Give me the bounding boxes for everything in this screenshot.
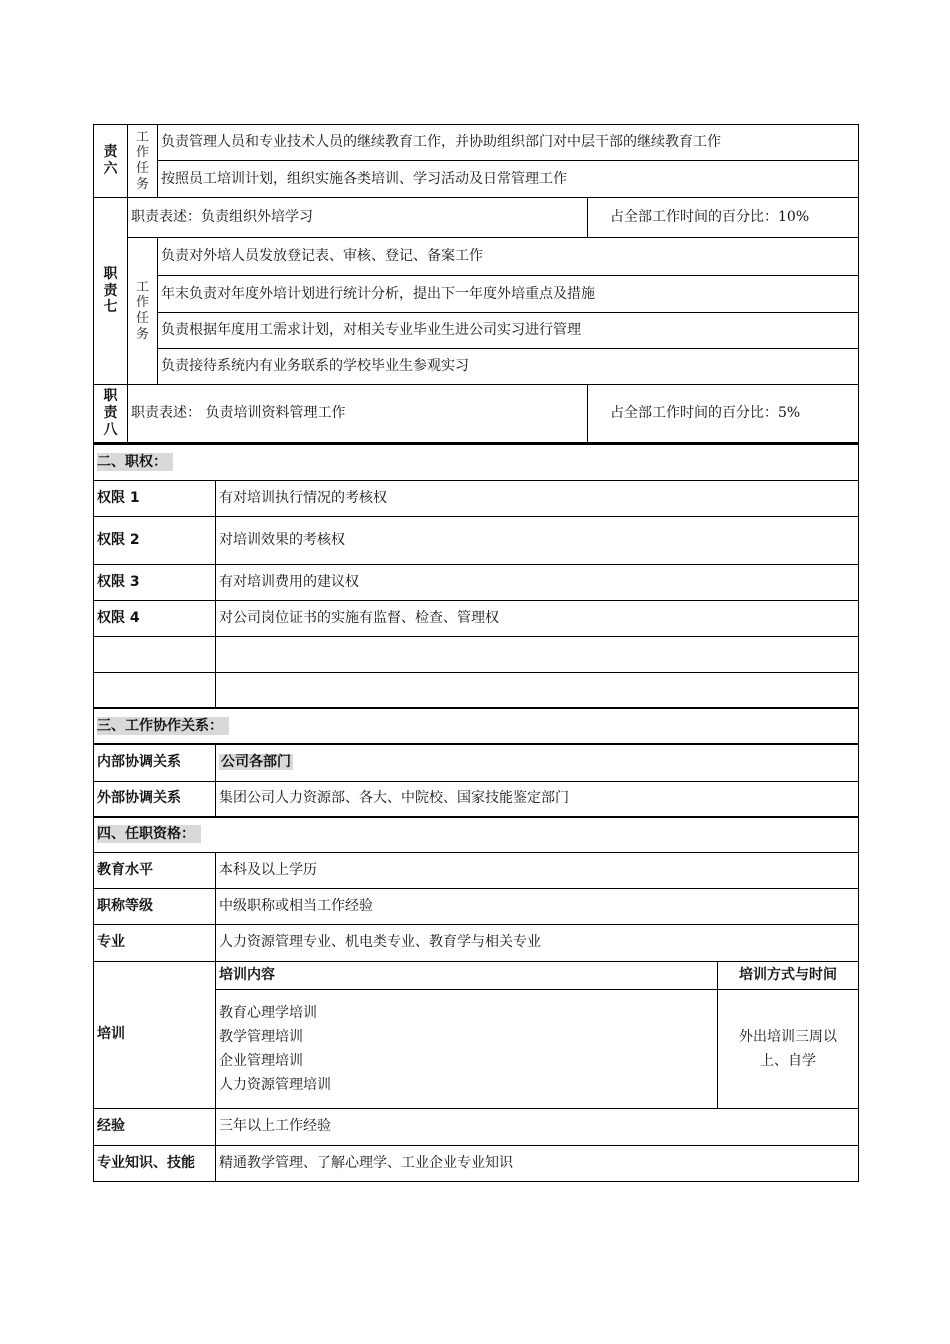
training-item: 人力资源管理培训 [219, 1076, 331, 1093]
authority-label: 权限 4 [94, 600, 216, 636]
authority-value: 有对培训费用的建议权 [216, 564, 859, 600]
skills-label: 专业知识、技能 [94, 1145, 216, 1181]
duty8-label-char: 职 [103, 388, 118, 405]
task-label-char: 工 [135, 279, 149, 295]
task-label-char: 作 [135, 145, 149, 161]
training-item: 教育心理学培训 [219, 1004, 317, 1021]
education-value: 本科及以上学历 [216, 852, 859, 888]
section-authority-heading [94, 444, 859, 480]
training-method-value: 外出培训三周以上、自学 [718, 989, 859, 1108]
duty7-task-2: 年末负责对年度外培计划进行统计分析，提出下一年度外培重点及措施 [158, 276, 859, 313]
education-label: 教育水平 [94, 852, 216, 888]
duty7-task-4: 负责接待系统内有业务联系的学校毕业生参观实习 [158, 349, 859, 385]
duty8-label [94, 385, 128, 443]
task-label-char: 务 [135, 326, 149, 342]
duty7-task-label [128, 238, 158, 385]
authority-label: 权限 3 [94, 564, 216, 600]
authority-value-empty [216, 636, 859, 672]
major-value: 人力资源管理专业、机电类专业、教育学与相关专业 [216, 924, 859, 961]
duty7-label [94, 198, 128, 385]
duty8-percent: 占全部工作时间的百分比：5% [588, 385, 859, 443]
training-content-header: 培训内容 [216, 961, 718, 989]
authority-label-empty [94, 672, 216, 708]
duty7-description: 职责表述：负责组织外培学习 [128, 198, 588, 238]
authority-value-empty [216, 672, 859, 708]
duty7-label-char: 职 [103, 265, 118, 282]
training-item: 企业管理培训 [219, 1052, 303, 1069]
job-description-sheet [93, 124, 858, 1182]
title-label: 职称等级 [94, 888, 216, 924]
external-coordination-label: 外部协调关系 [94, 781, 216, 817]
internal-coordination-text: 公司各部门 [221, 754, 291, 771]
title-value: 中级职称或相当工作经验 [216, 888, 859, 924]
duty7-task-1: 负责对外培人员发放登记表、审核、登记、备案工作 [158, 238, 859, 276]
section-qualification-heading [94, 817, 859, 852]
experience-label: 经验 [94, 1108, 216, 1145]
details-table [93, 443, 859, 1182]
external-coordination-value: 集团公司人力资源部、各大、中院校、国家技能鉴定部门 [216, 781, 859, 817]
duty8-description: 职责表述： 负责培训资料管理工作 [128, 385, 588, 443]
task-label-char: 任 [135, 311, 149, 326]
duty6-label [94, 125, 128, 198]
task-label-char: 务 [135, 176, 149, 192]
duty7-label-char: 责 [103, 282, 118, 299]
authority-value: 有对培训执行情况的考核权 [216, 480, 859, 516]
duty7-percent: 占全部工作时间的百分比：10% [588, 198, 859, 238]
duty7-label-char: 七 [103, 299, 118, 316]
section-heading-text: 三、工作协作关系： [97, 717, 229, 735]
authority-value: 对培训效果的考核权 [216, 516, 859, 564]
authority-label: 权限 2 [94, 516, 216, 564]
authority-label: 权限 1 [94, 480, 216, 516]
training-method-header: 培训方式与时间 [718, 961, 859, 989]
task-label-char: 工 [135, 129, 149, 145]
duty6-task-2: 按照员工培训计划，组织实施各类培训、学习活动及日常管理工作 [158, 161, 859, 198]
training-label: 培训 [94, 961, 216, 1108]
training-item: 教学管理培训 [219, 1028, 303, 1045]
section-heading-text: 二、职权： [97, 453, 173, 471]
duty8-label-char: 八 [103, 421, 118, 438]
duties-table [93, 124, 859, 443]
task-label-char: 任 [135, 161, 149, 176]
duty6-task-label [128, 125, 158, 198]
duty6-label-char: 六 [103, 161, 118, 177]
task-label-char: 作 [135, 295, 149, 311]
duty6-task-1: 负责管理人员和专业技术人员的继续教育工作，并协助组织部门对中层干部的继续教育工作 [158, 125, 859, 161]
major-label: 专业 [94, 924, 216, 961]
duty8-label-char: 责 [103, 405, 118, 422]
authority-value: 对公司岗位证书的实施有监督、检查、管理权 [216, 600, 859, 636]
authority-label-empty [94, 636, 216, 672]
internal-coordination-value [216, 744, 859, 781]
section-heading-text: 四、任职资格： [97, 825, 201, 843]
training-content-list [216, 989, 718, 1108]
internal-coordination-label: 内部协调关系 [94, 744, 216, 781]
section-cooperation-heading [94, 708, 859, 744]
duty7-task-3: 负责根据年度用工需求计划，对相关专业毕业生进公司实习进行管理 [158, 313, 859, 349]
experience-value: 三年以上工作经验 [216, 1108, 859, 1145]
skills-value: 精通教学管理、了解心理学、工业企业专业知识 [216, 1145, 859, 1181]
duty6-label-char: 责 [103, 144, 118, 161]
